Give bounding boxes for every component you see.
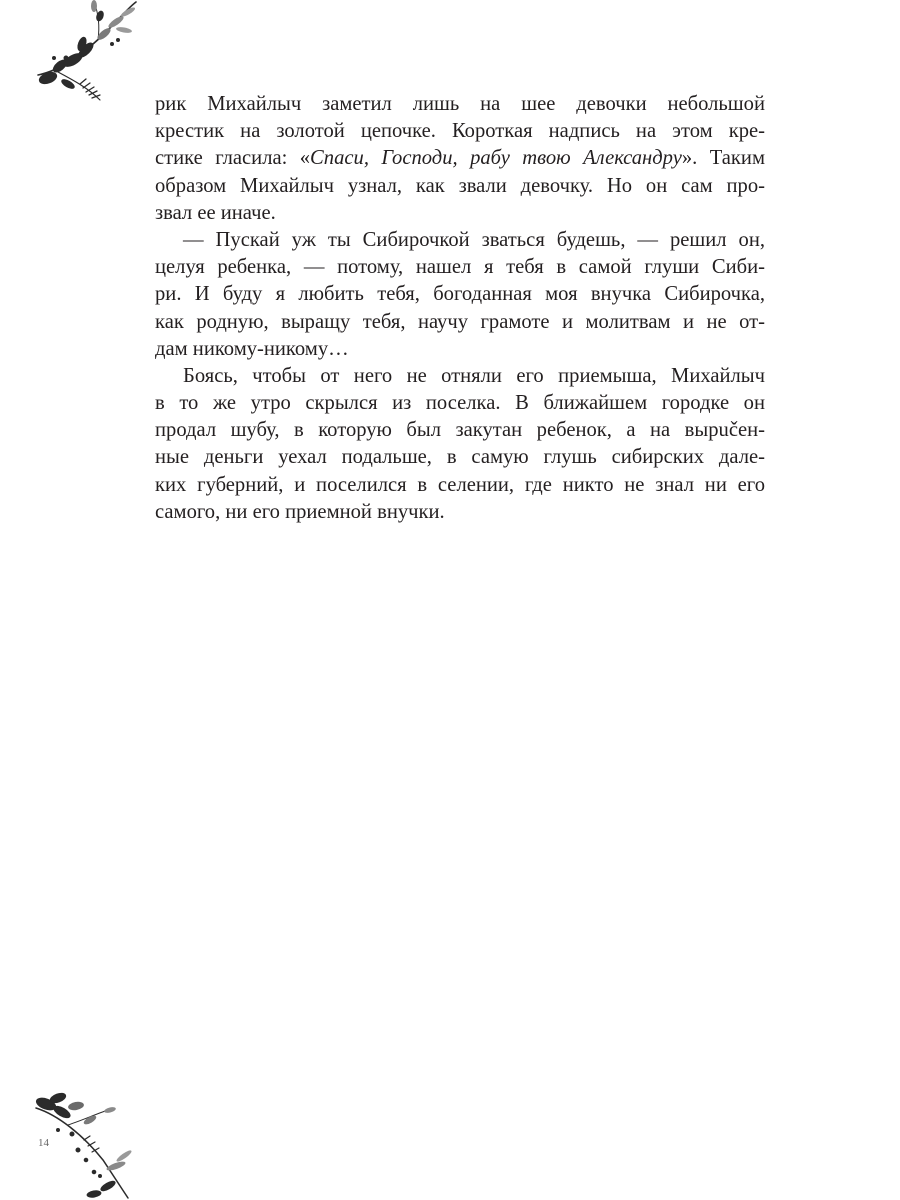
text-segment: рик Михайлыч заметил лишь на шее девочки небольшой bbox=[155, 93, 765, 115]
italic-text: Спаси, Господи, рабу твою Александру bbox=[310, 147, 682, 170]
text-line bbox=[155, 417, 765, 444]
text-segment: ких губерний, и поселился в селении, где никто не знал ни его bbox=[155, 473, 765, 496]
text-line bbox=[155, 173, 765, 200]
text-segment: стике гласила: « bbox=[155, 147, 311, 170]
text-line bbox=[155, 145, 765, 172]
text-line bbox=[155, 118, 765, 145]
paragraph bbox=[155, 227, 765, 363]
text-line bbox=[155, 227, 765, 254]
text-line bbox=[155, 91, 765, 118]
text-segment: крестик на золотой цепочке. Короткая надпись на этом кре- bbox=[155, 120, 765, 143]
text-line bbox=[155, 444, 765, 471]
text-segment: звал ее иначе. bbox=[155, 201, 276, 224]
text-segment: самого, ни его приемной внучки. bbox=[155, 500, 445, 523]
floral-ornament-top bbox=[28, 0, 143, 108]
text-line bbox=[155, 281, 765, 308]
text-line bbox=[155, 390, 765, 417]
text-segment: дам никому-никому… bbox=[155, 337, 349, 360]
text-line bbox=[155, 472, 765, 499]
body-text bbox=[155, 91, 765, 526]
paragraph bbox=[155, 91, 765, 227]
text-segment: образом Михайлыч узнал, как звали девочку. Но он сам про- bbox=[155, 174, 765, 197]
page-number: 14 bbox=[38, 1137, 49, 1149]
text-line bbox=[155, 363, 765, 390]
text-line bbox=[155, 200, 765, 227]
text-segment: — Пускай уж ты Сибирочкой зваться будешь, — решил он, bbox=[183, 228, 765, 251]
text-line bbox=[155, 254, 765, 281]
text-segment: ри. И буду я любить тебя, богоданная моя внучка Сибирочка, bbox=[155, 283, 765, 306]
text-line bbox=[155, 499, 765, 526]
text-line bbox=[155, 336, 765, 363]
text-segment: в то же утро скрылся из поселка. В ближайшем городке он bbox=[155, 392, 765, 415]
text-line bbox=[155, 309, 765, 336]
text-segment: Боясь, чтобы от него не отняли его приемыша, Михайлыч bbox=[183, 364, 765, 387]
text-segment: ные деньги уехал подальше, в самую глушь сибирских далe- bbox=[155, 446, 765, 469]
text-segment: ». Таким bbox=[681, 147, 765, 170]
text-segment: целуя ребенка, — потому, нашел я тебя в самой глуши Сиби- bbox=[155, 256, 765, 279]
text-segment: как родную, выращу тебя, научу грамоте и молитвам и не от- bbox=[155, 310, 765, 333]
text-segment: продал шубу, в которую был закутан ребенок, а на вырučен- bbox=[155, 419, 765, 442]
paragraph bbox=[155, 363, 765, 526]
